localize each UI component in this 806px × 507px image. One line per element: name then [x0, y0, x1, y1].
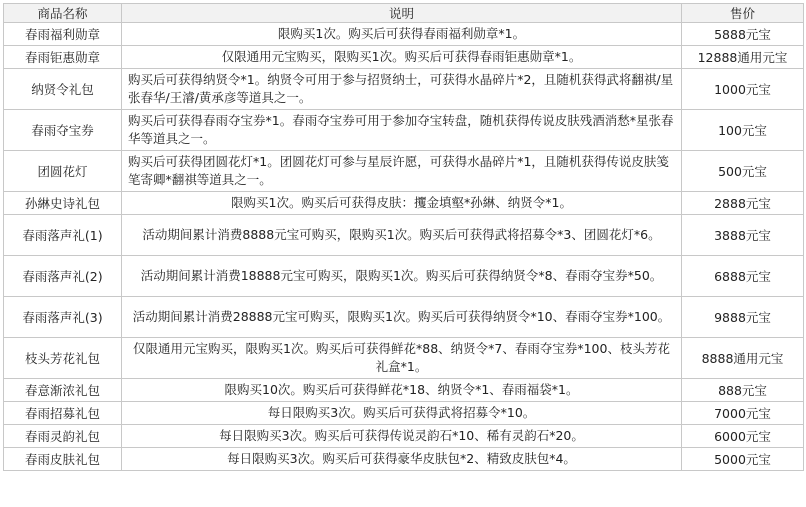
- table-row: [4, 151, 804, 192]
- product-name-cell: 春雨落声礼(2): [4, 256, 122, 297]
- table-row: [4, 297, 804, 338]
- product-price-cell: 5000元宝: [682, 448, 804, 471]
- table-row: [4, 46, 804, 69]
- table-row: [4, 23, 804, 46]
- product-name-cell: 春雨落声礼(1): [4, 215, 122, 256]
- table-header-row: [4, 4, 804, 23]
- product-price-cell: 12888通用元宝: [682, 46, 804, 69]
- table-row: [4, 256, 804, 297]
- product-description-cell: 购买后可获得纳贤令*1。纳贤令可用于参与招贤纳士，可获得水晶碎片*2，且随机获得武将翻祺/星张春华/王濬/黄承彦等道具之一。: [122, 69, 682, 110]
- product-description-cell: 每日限购买3次。购买后可获得武将招募令*10。: [122, 402, 682, 425]
- product-description-cell: 限购买1次。购买后可获得皮肤：攫金填壑*孙綝、纳贤令*1。: [122, 192, 682, 215]
- column-header-price: 售价: [682, 4, 804, 23]
- product-name-cell: 孙綝史诗礼包: [4, 192, 122, 215]
- product-price-cell: 6888元宝: [682, 256, 804, 297]
- product-name-cell: 春意渐浓礼包: [4, 379, 122, 402]
- product-name-cell: 春雨灵韵礼包: [4, 425, 122, 448]
- product-price-cell: 6000元宝: [682, 425, 804, 448]
- product-name-cell: 枝头芳花礼包: [4, 338, 122, 379]
- product-description-cell: 每日限购买3次。购买后可获得传说灵韵石*10、稀有灵韵石*20。: [122, 425, 682, 448]
- product-price-cell: 9888元宝: [682, 297, 804, 338]
- product-description-cell: 活动期间累计消费18888元宝可购买，限购买1次。购买后可获得纳贤令*8、春雨夺宝券*50。: [122, 256, 682, 297]
- product-price-cell: 3888元宝: [682, 215, 804, 256]
- product-description-cell: 购买后可获得团圆花灯*1。团圆花灯可参与星辰许愿，可获得水晶碎片*1，且随机获得传说皮肤笺笔寄卿*翻祺等道具之一。: [122, 151, 682, 192]
- product-name-cell: 春雨夺宝券: [4, 110, 122, 151]
- table-row: [4, 192, 804, 215]
- table-row: [4, 215, 804, 256]
- product-description-cell: 仅限通用元宝购买，限购买1次。购买后可获得鲜花*88、纳贤令*7、春雨夺宝券*100、枝头芳花礼盒*1。: [122, 338, 682, 379]
- product-price-cell: 2888元宝: [682, 192, 804, 215]
- product-description-cell: 仅限通用元宝购买，限购买1次。购买后可获得春雨钜惠勋章*1。: [122, 46, 682, 69]
- product-description-cell: 限购买10次。购买后可获得鲜花*18、纳贤令*1、春雨福袋*1。: [122, 379, 682, 402]
- product-description-cell: 购买后可获得春雨夺宝券*1。春雨夺宝券可用于参加夺宝转盘，随机获得传说皮肤残酒消愁*星张春华等道具之一。: [122, 110, 682, 151]
- product-price-cell: 8888通用元宝: [682, 338, 804, 379]
- table-row: [4, 402, 804, 425]
- table-row: [4, 69, 804, 110]
- product-price-table: [3, 3, 804, 471]
- product-name-cell: 春雨皮肤礼包: [4, 448, 122, 471]
- product-name-cell: 春雨钜惠勋章: [4, 46, 122, 69]
- table-row: [4, 379, 804, 402]
- product-price-cell: 7000元宝: [682, 402, 804, 425]
- table-row: [4, 338, 804, 379]
- table-row: [4, 425, 804, 448]
- column-header-name: 商品名称: [4, 4, 122, 23]
- product-description-cell: 活动期间累计消费8888元宝可购买，限购买1次。购买后可获得武将招募令*3、团圆花灯*6。: [122, 215, 682, 256]
- product-price-cell: 5888元宝: [682, 23, 804, 46]
- product-name-cell: 纳贤令礼包: [4, 69, 122, 110]
- table-row: [4, 110, 804, 151]
- product-price-cell: 100元宝: [682, 110, 804, 151]
- product-price-cell: 888元宝: [682, 379, 804, 402]
- product-name-cell: 春雨招募礼包: [4, 402, 122, 425]
- column-header-description: 说明: [122, 4, 682, 23]
- product-price-cell: 1000元宝: [682, 69, 804, 110]
- product-name-cell: 团圆花灯: [4, 151, 122, 192]
- product-description-cell: 每日限购买3次。购买后可获得豪华皮肤包*2、精致皮肤包*4。: [122, 448, 682, 471]
- product-price-cell: 500元宝: [682, 151, 804, 192]
- product-name-cell: 春雨落声礼(3): [4, 297, 122, 338]
- product-description-cell: 限购买1次。购买后可获得春雨福利勋章*1。: [122, 23, 682, 46]
- product-table-container: [3, 3, 804, 471]
- product-description-cell: 活动期间累计消费28888元宝可购买，限购买1次。购买后可获得纳贤令*10、春雨夺宝券*100。: [122, 297, 682, 338]
- product-name-cell: 春雨福利勋章: [4, 23, 122, 46]
- table-row: [4, 448, 804, 471]
